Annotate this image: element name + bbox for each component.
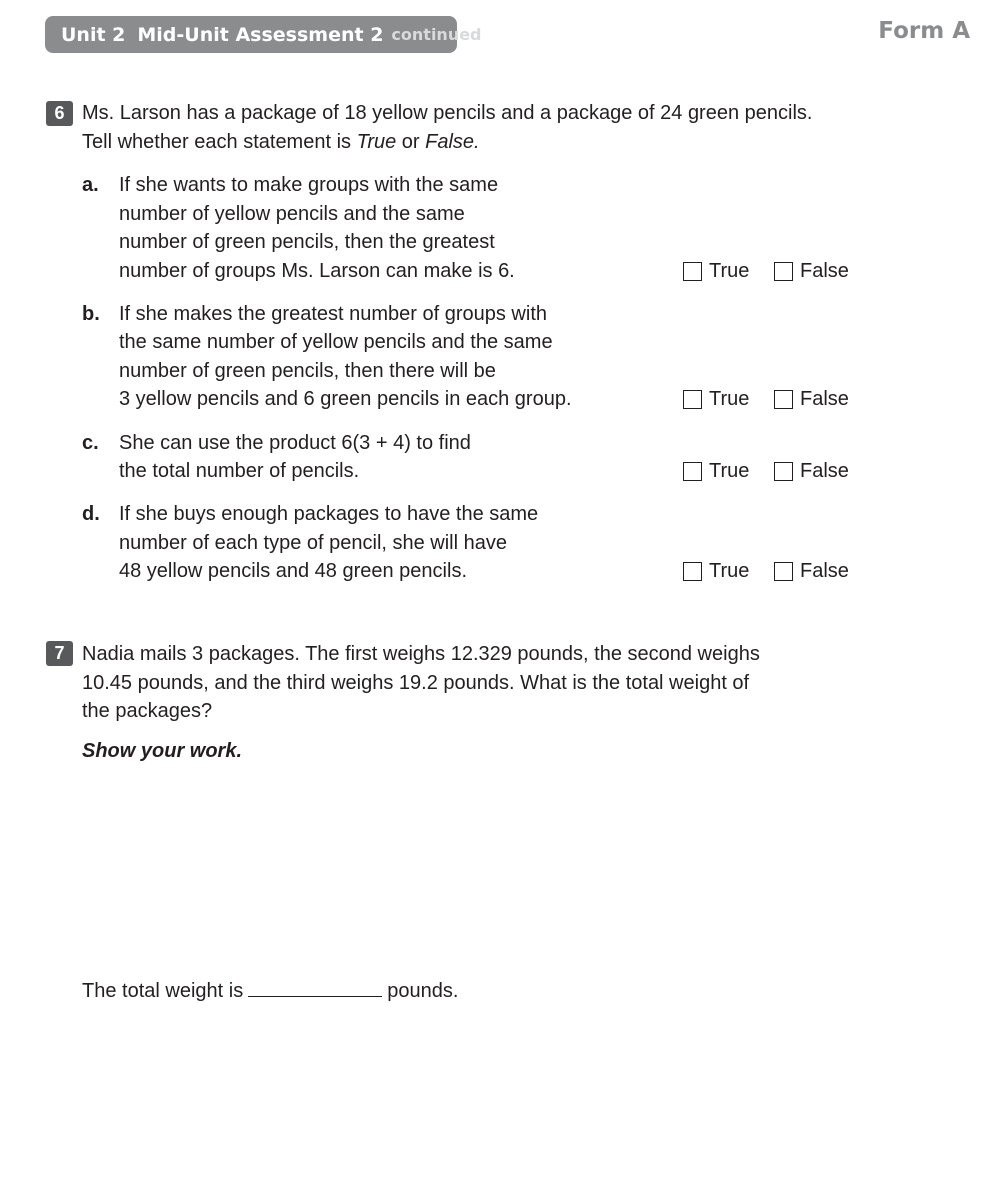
question-7-line-2: 10.45 pounds, and the third weighs 19.2 pounds. What is the total weight of [82,672,750,694]
item-c-true-option[interactable] [683,457,749,486]
item-c-false-checkbox[interactable] [774,462,793,481]
item-b-false-checkbox[interactable] [774,390,793,409]
question-6-number: 6 [46,101,73,126]
item-a-true-checkbox[interactable] [683,262,702,281]
item-a-line-4: number of groups Ms. Larson can make is 6. [119,260,515,282]
item-b-true-option[interactable] [683,385,749,414]
item-b-letter: b. [82,303,100,325]
item-d-false-option[interactable] [774,557,849,586]
item-d-line-2: number of each type of pencil, she will have [119,532,507,554]
item-a-line-2: number of yellow pencils and the same [119,203,465,225]
item-b-line-2: the same number of yellow pencils and the same [119,331,553,353]
item-d-true-checkbox[interactable] [683,562,702,581]
true-label: True [709,560,750,582]
item-c-letter: c. [82,432,99,454]
item-c-false-option[interactable] [774,457,849,486]
item-d-letter: d. [82,503,100,525]
true-label: True [709,260,750,282]
item-d-line-3: 48 yellow pencils and 48 green pencils. [119,560,467,582]
question-6-line-2: Tell whether each statement is True or False. [82,131,480,153]
item-d-true-option[interactable] [683,557,749,586]
item-b-false-option[interactable] [774,385,849,414]
false-label: False [800,388,849,410]
item-b-line-1: If she makes the greatest number of groups with [119,303,547,325]
question-7-line-1: Nadia mails 3 packages. The first weighs 12.329 pounds, the second weighs [82,643,760,665]
answer-line [82,977,458,1006]
form-label: Form A [878,18,970,44]
item-c-line-2: the total number of pencils. [119,460,360,482]
assessment-title: Mid-Unit Assessment 2 [137,23,384,46]
answer-prefix: The total weight is [82,980,244,1002]
item-a-false-option[interactable] [774,257,849,286]
item-b-true-checkbox[interactable] [683,390,702,409]
question-6-line-1: Ms. Larson has a package of 18 yellow pencils and a package of 24 green pencils. [82,102,813,124]
question-7-number: 7 [46,641,73,666]
answer-suffix: pounds. [387,980,459,1002]
header-bar [45,16,482,53]
item-a-false-checkbox[interactable] [774,262,793,281]
false-label: False [800,260,849,282]
item-b-line-4: 3 yellow pencils and 6 green pencils in each group. [119,388,572,410]
false-label: False [800,460,849,482]
question-7-line-3: the packages? [82,700,213,722]
answer-blank[interactable] [248,978,382,997]
item-a-line-3: number of green pencils, then the greatest [119,231,495,253]
item-c-true-checkbox[interactable] [683,462,702,481]
true-label: True [709,460,750,482]
false-label: False [800,560,849,582]
show-work-instruction: Show your work. [82,740,243,762]
item-c-line-1: She can use the product 6(3 + 4) to find [119,432,471,454]
item-d-line-1: If she buys enough packages to have the same [119,503,539,525]
unit-label: Unit 2 [61,23,126,46]
item-b-line-3: number of green pencils, then there will be [119,360,496,382]
item-a-line-1: If she wants to make groups with the same [119,174,499,196]
continued-label: continued [391,25,482,44]
item-a-true-option[interactable] [683,257,749,286]
item-a-letter: a. [82,174,99,196]
item-d-false-checkbox[interactable] [774,562,793,581]
true-label: True [709,388,750,410]
